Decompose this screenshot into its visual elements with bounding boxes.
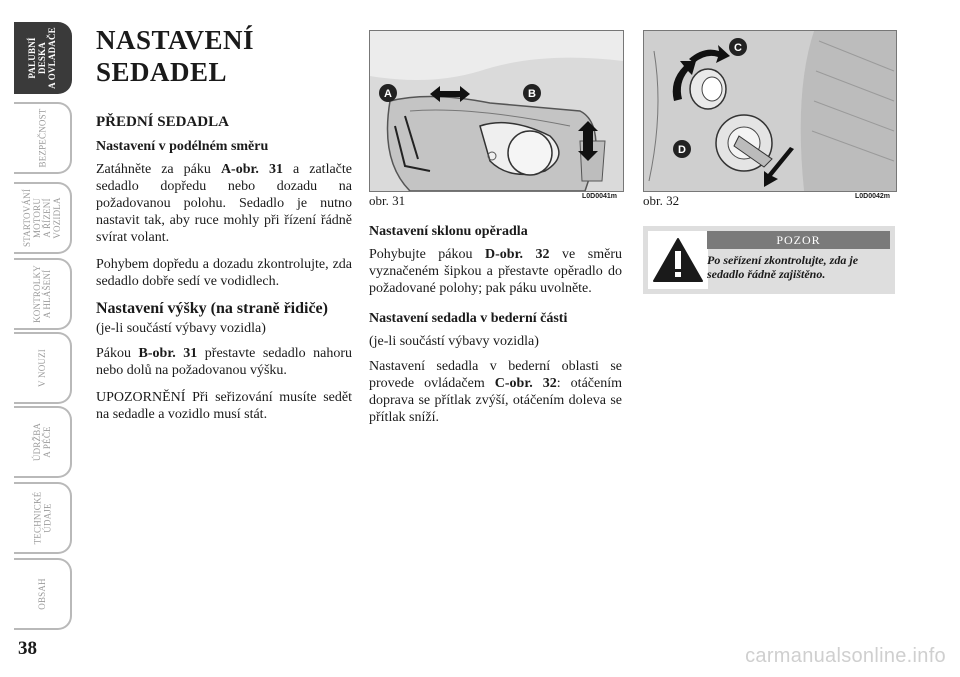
text-column-middle [369,224,622,436]
section-title: PŘEDNÍ SEDADLA [96,114,229,130]
warning-title: POZOR [707,231,890,249]
tab-label: OBSAH [36,578,47,610]
svg-text:C: C [734,42,742,54]
svg-text:A: A [384,88,392,100]
height-warning-paragraph: UPOZORNĚNÍ Při seřizování musíte sedět na sedadle a vozidlo musí stát. [96,390,352,422]
figure-reference[interactable]: A-obr. 31 [220,162,283,177]
chapter-sidebar [0,0,77,677]
lumbar-paragraph: Nastavení sedadla v bederní oblasti se provede ovládačem C-obr. 32: otáčením doprava se přítlak zvýší, otáčením doleva se přítlak sníží. [369,359,622,425]
figure-reference[interactable]: B-obr. 31 [138,346,198,361]
marker-c [728,37,748,57]
marker-a [378,83,398,103]
tab-technicke-udaje[interactable] [14,482,72,554]
page-title: NASTAVENÍ SEDADEL [96,25,255,87]
warning-triangle-icon [648,231,708,289]
longitudinal-heading: Nastavení v podélném směru [96,139,269,154]
height-heading: Nastavení výšky (na straně řidiče) [96,300,328,317]
height-paragraph: Pákou B-obr. 31 přestavte sedadlo nahoru nebo dolů na požadovanou výšku. [96,346,352,378]
figure-32-caption: obr. 32 [643,193,680,208]
tab-bezpecnost[interactable] [14,102,72,174]
lumbar-heading: Nastavení sedadla v bederní části [369,311,568,326]
tab-udrzba[interactable] [14,406,72,478]
tab-v-nouzi[interactable] [14,332,72,404]
figure-reference[interactable]: C-obr. 32 [494,376,557,391]
tab-label: ÚDRŽBA A PÉČE [31,422,52,462]
watermark: carmanualsonline.info [745,645,946,667]
svg-text:D: D [678,144,686,156]
tab-label: KONTROLKY A HLÁŠENÍ [32,265,53,323]
tab-palubni-deska[interactable] [14,22,72,94]
figure-31-code: L0D0041m [582,193,618,200]
figure-32-backrest-lumbar [643,30,897,192]
text-column-left [96,24,352,433]
tab-label: TECHNICKÉ ÚDAJE [31,491,52,545]
figure-31-caption: obr. 31 [369,193,406,208]
seat-side-illustration [370,31,623,191]
longitudinal-check-paragraph: Pohybem dopředu a dozadu zkontrolujte, zda sedadlo dobře sedí ve vodidlech. [96,257,352,289]
seat-back-illustration [644,31,896,191]
marker-b [522,83,542,103]
svg-text:B: B [528,88,536,100]
backrest-heading: Nastavení sklonu opěradla [369,224,528,239]
tab-label: V NOUZI [36,349,47,387]
warning-text: Po seřízení zkontrolujte, zda je sedadlo řádně zajištěno. [707,253,859,281]
page-number: 38 [18,638,37,659]
backrest-paragraph: Pohybujte pákou D-obr. 32 ve směru vyznačeném šipkou a přestavte opěradlo do požadované polohy; pak páku uvolněte. [369,247,622,296]
tab-kontrolky[interactable] [14,258,72,330]
longitudinal-paragraph: Zatáhněte za páku A-obr. 31 a zatlačte sedadlo dopředu nebo dozadu na požadovanou polohu. Sedadlo je nutno nastavit tak, aby ruce mohly při řízení řádně svírat volant. [96,162,352,245]
tab-label: PALUBNÍ DESKA A OVLADAČE [27,27,58,89]
height-subnote: (je-li součástí výbavy vozidla) [96,321,266,336]
tab-label: STARTOVÁNÍ MOTORU A ŘÍZENÍ VOZIDLA [22,188,63,248]
tab-startovani[interactable] [14,182,72,254]
tab-label: BEZPEČNOST [37,108,48,168]
figure-31-seat-levers [369,30,624,192]
tab-obsah[interactable] [14,558,72,630]
lumbar-subnote: (je-li součástí výbavy vozidla) [369,334,539,349]
marker-d [672,139,692,159]
warning-box [643,226,895,294]
figure-reference[interactable]: D-obr. 32 [485,247,550,262]
figure-32-code: L0D0042m [855,193,891,200]
